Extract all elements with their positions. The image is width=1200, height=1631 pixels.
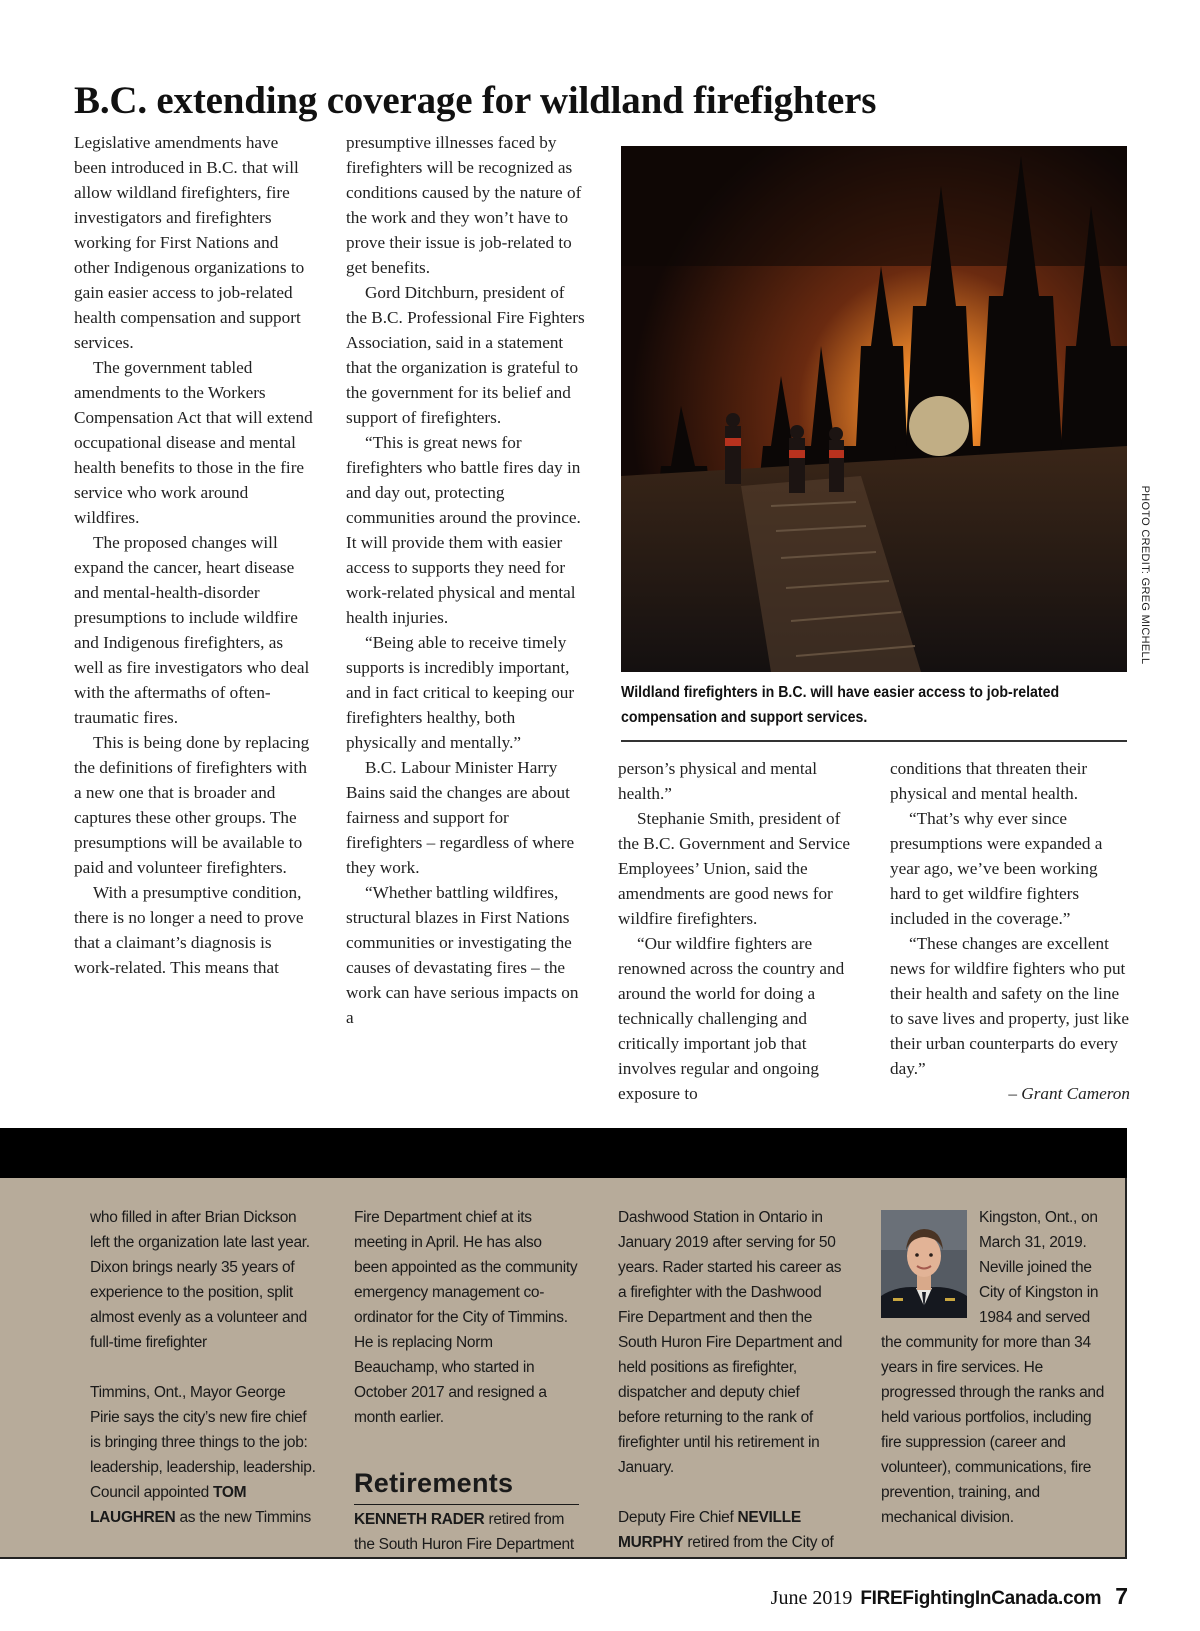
article-column-4 <box>890 756 1130 1106</box>
paragraph: presumptive illnesses faced by firefighters will be recognized as conditions caused by the nature of the work and they won’t have to prove their issue is job-related to get benefits. <box>346 133 582 277</box>
paragraph: Stephanie Smith, president of the B.C. Government and Service Employees’ Union, said the amendments are good news for wildfire firefighters. <box>618 809 850 928</box>
people-column-4 <box>881 1205 1111 1530</box>
paragraph: “That’s why ever since presumptions were expanded a year ago, we’ve been working hard to get wildfire fighters included in the coverage.” <box>890 809 1103 928</box>
wildfire-photo <box>621 146 1127 672</box>
paragraph: who filled in after Brian Dickson left the organization late last year. Dixon brings nearly 35 years of experience to the position, split almost evenly as a volunteer and full-time firefighter <box>90 1209 310 1351</box>
portrait-photo <box>881 1210 967 1318</box>
paragraph: person’s physical and mental health.” <box>618 759 818 803</box>
article-column-1 <box>74 130 314 980</box>
paragraph: The proposed changes will expand the cancer, heart disease and mental-health-disorder presumptions to include wildfire and Indigenous firefighters, as well as fire investigators who deal with the aftermaths of often-traumatic fires. <box>74 533 310 727</box>
paragraph: With a presumptive condition, there is no longer a need to prove that a claimant’s diagnosis is work-related. This means that <box>74 883 304 977</box>
paragraph: Deputy Fire Chief NEVILLE MURPHY retired from the City of <box>618 1509 834 1551</box>
paragraph: This is being done by replacing the definitions of firefighters with a new one that is broader and captures these other groups. The presumptions will be available to paid and volunteer firefighters. <box>74 733 310 877</box>
people-column-1 <box>90 1205 318 1530</box>
article-column-2 <box>346 130 586 1030</box>
paragraph: KENNETH RADER retired from the South Huron Fire Department <box>354 1511 574 1553</box>
person-name: KENNETH RADER <box>354 1511 485 1528</box>
people-column-2 <box>354 1205 579 1557</box>
paragraph: “Whether battling wildfires, structural blazes in First Nations communities or investigating the causes of devastating fires – the work can have serious impacts on a <box>346 883 579 1027</box>
issue-date: June 2019 <box>770 1587 853 1609</box>
paragraph: Legislative amendments have been introduced in B.C. that will allow wildland firefighters, fire investigators and firefighters working for First Nations and other Indigenous organizations to gain easier access to job-related health compensation and support services. <box>74 133 305 352</box>
byline: – Grant Cameron <box>1008 1084 1130 1103</box>
paragraph: Fire Department chief at its meeting in April. He has also been appointed as the community emergency management co-ordinator for the City of Timmins. He is replacing Norm Beauchamp, who started in October 2017 and resigned a month earlier. <box>354 1209 578 1426</box>
retirements-heading: Retirements <box>354 1466 579 1505</box>
paragraph: Kingston, Ont., on March 31, 2019. Neville joined the City of Kingston in 1984 and served the community for more than 34 years in fire services. He progressed through the ranks and held various portfolios, including fire suppression (career and volunteer), communications, fire prevention, training, and mechanical division. <box>881 1209 1105 1526</box>
photo-credit: PHOTO CREDIT: GREG MICHELL <box>1139 485 1151 665</box>
wildfire-illustration <box>621 146 1127 672</box>
paragraph: B.C. Labour Minister Harry Bains said the changes are about fairness and support for firefighters – regardless of where they work. <box>346 758 575 877</box>
paragraph: “Being able to receive timely supports is incredibly important, and in fact critical to keeping our firefighters healthy, both physically and mentally.” <box>346 633 575 752</box>
headline: B.C. extending coverage for wildland firefighters <box>74 79 877 122</box>
paragraph: “Our wildfire fighters are renowned across the country and around the world for doing a technically challenging and critically important job that involves regular and ongoing exposure to <box>618 934 845 1103</box>
person-name: TOM LAUGHREN <box>90 1484 247 1526</box>
page-footer <box>771 1583 1128 1610</box>
paragraph: The government tabled amendments to the Workers Compensation Act that will extend occupational disease and mental health benefits to those in the fire service who work around wildfires. <box>74 358 313 527</box>
paragraph: Dashwood Station in Ontario in January 2019 after serving for 50 years. Rader started his career as a firefighter with the Dashwood Fire Department and then the South Huron Fire Department and held positions as firefighter, dispatcher and deputy chief before returning to the rank of firefighter until his retirement in January. <box>618 1209 843 1476</box>
people-column-3 <box>618 1205 843 1555</box>
paragraph: Gord Ditchburn, president of the B.C. Professional Fire Fighters Association, said in a statement that the organization is grateful to the government for its belief and support of firefighters. <box>346 283 585 427</box>
paragraph: Timmins, Ont., Mayor George Pirie says the city’s new fire chief is bringing three things to the job: leadership, leadership, leadership. Council appointed TOM LAUGHREN as the new Timmins <box>90 1384 316 1526</box>
paragraph: “This is great news for firefighters who battle fires day in and day out, protecting communities around the province. It will provide them with easier access to supports they need for work-related physical and mental health injuries. <box>346 433 581 627</box>
photo-caption: Wildland firefighters in B.C. will have easier access to job-related compensation and support services. <box>621 684 1060 726</box>
article-column-3 <box>618 756 858 1106</box>
section-bar <box>0 1128 1127 1178</box>
site-name: FIREFightingInCanada.com <box>860 1588 1102 1609</box>
portrait-illustration <box>881 1210 967 1318</box>
caption-divider <box>621 740 1127 742</box>
paragraph: “These changes are excellent news for wildfire fighters who put their health and safety on the line to save lives and property, just like their urban counterparts do every day.” <box>890 934 1129 1078</box>
page-number: 7 <box>1115 1583 1128 1609</box>
person-name: NEVILLE MURPHY <box>618 1509 801 1551</box>
paragraph: conditions that threaten their physical and mental health. <box>890 759 1088 803</box>
